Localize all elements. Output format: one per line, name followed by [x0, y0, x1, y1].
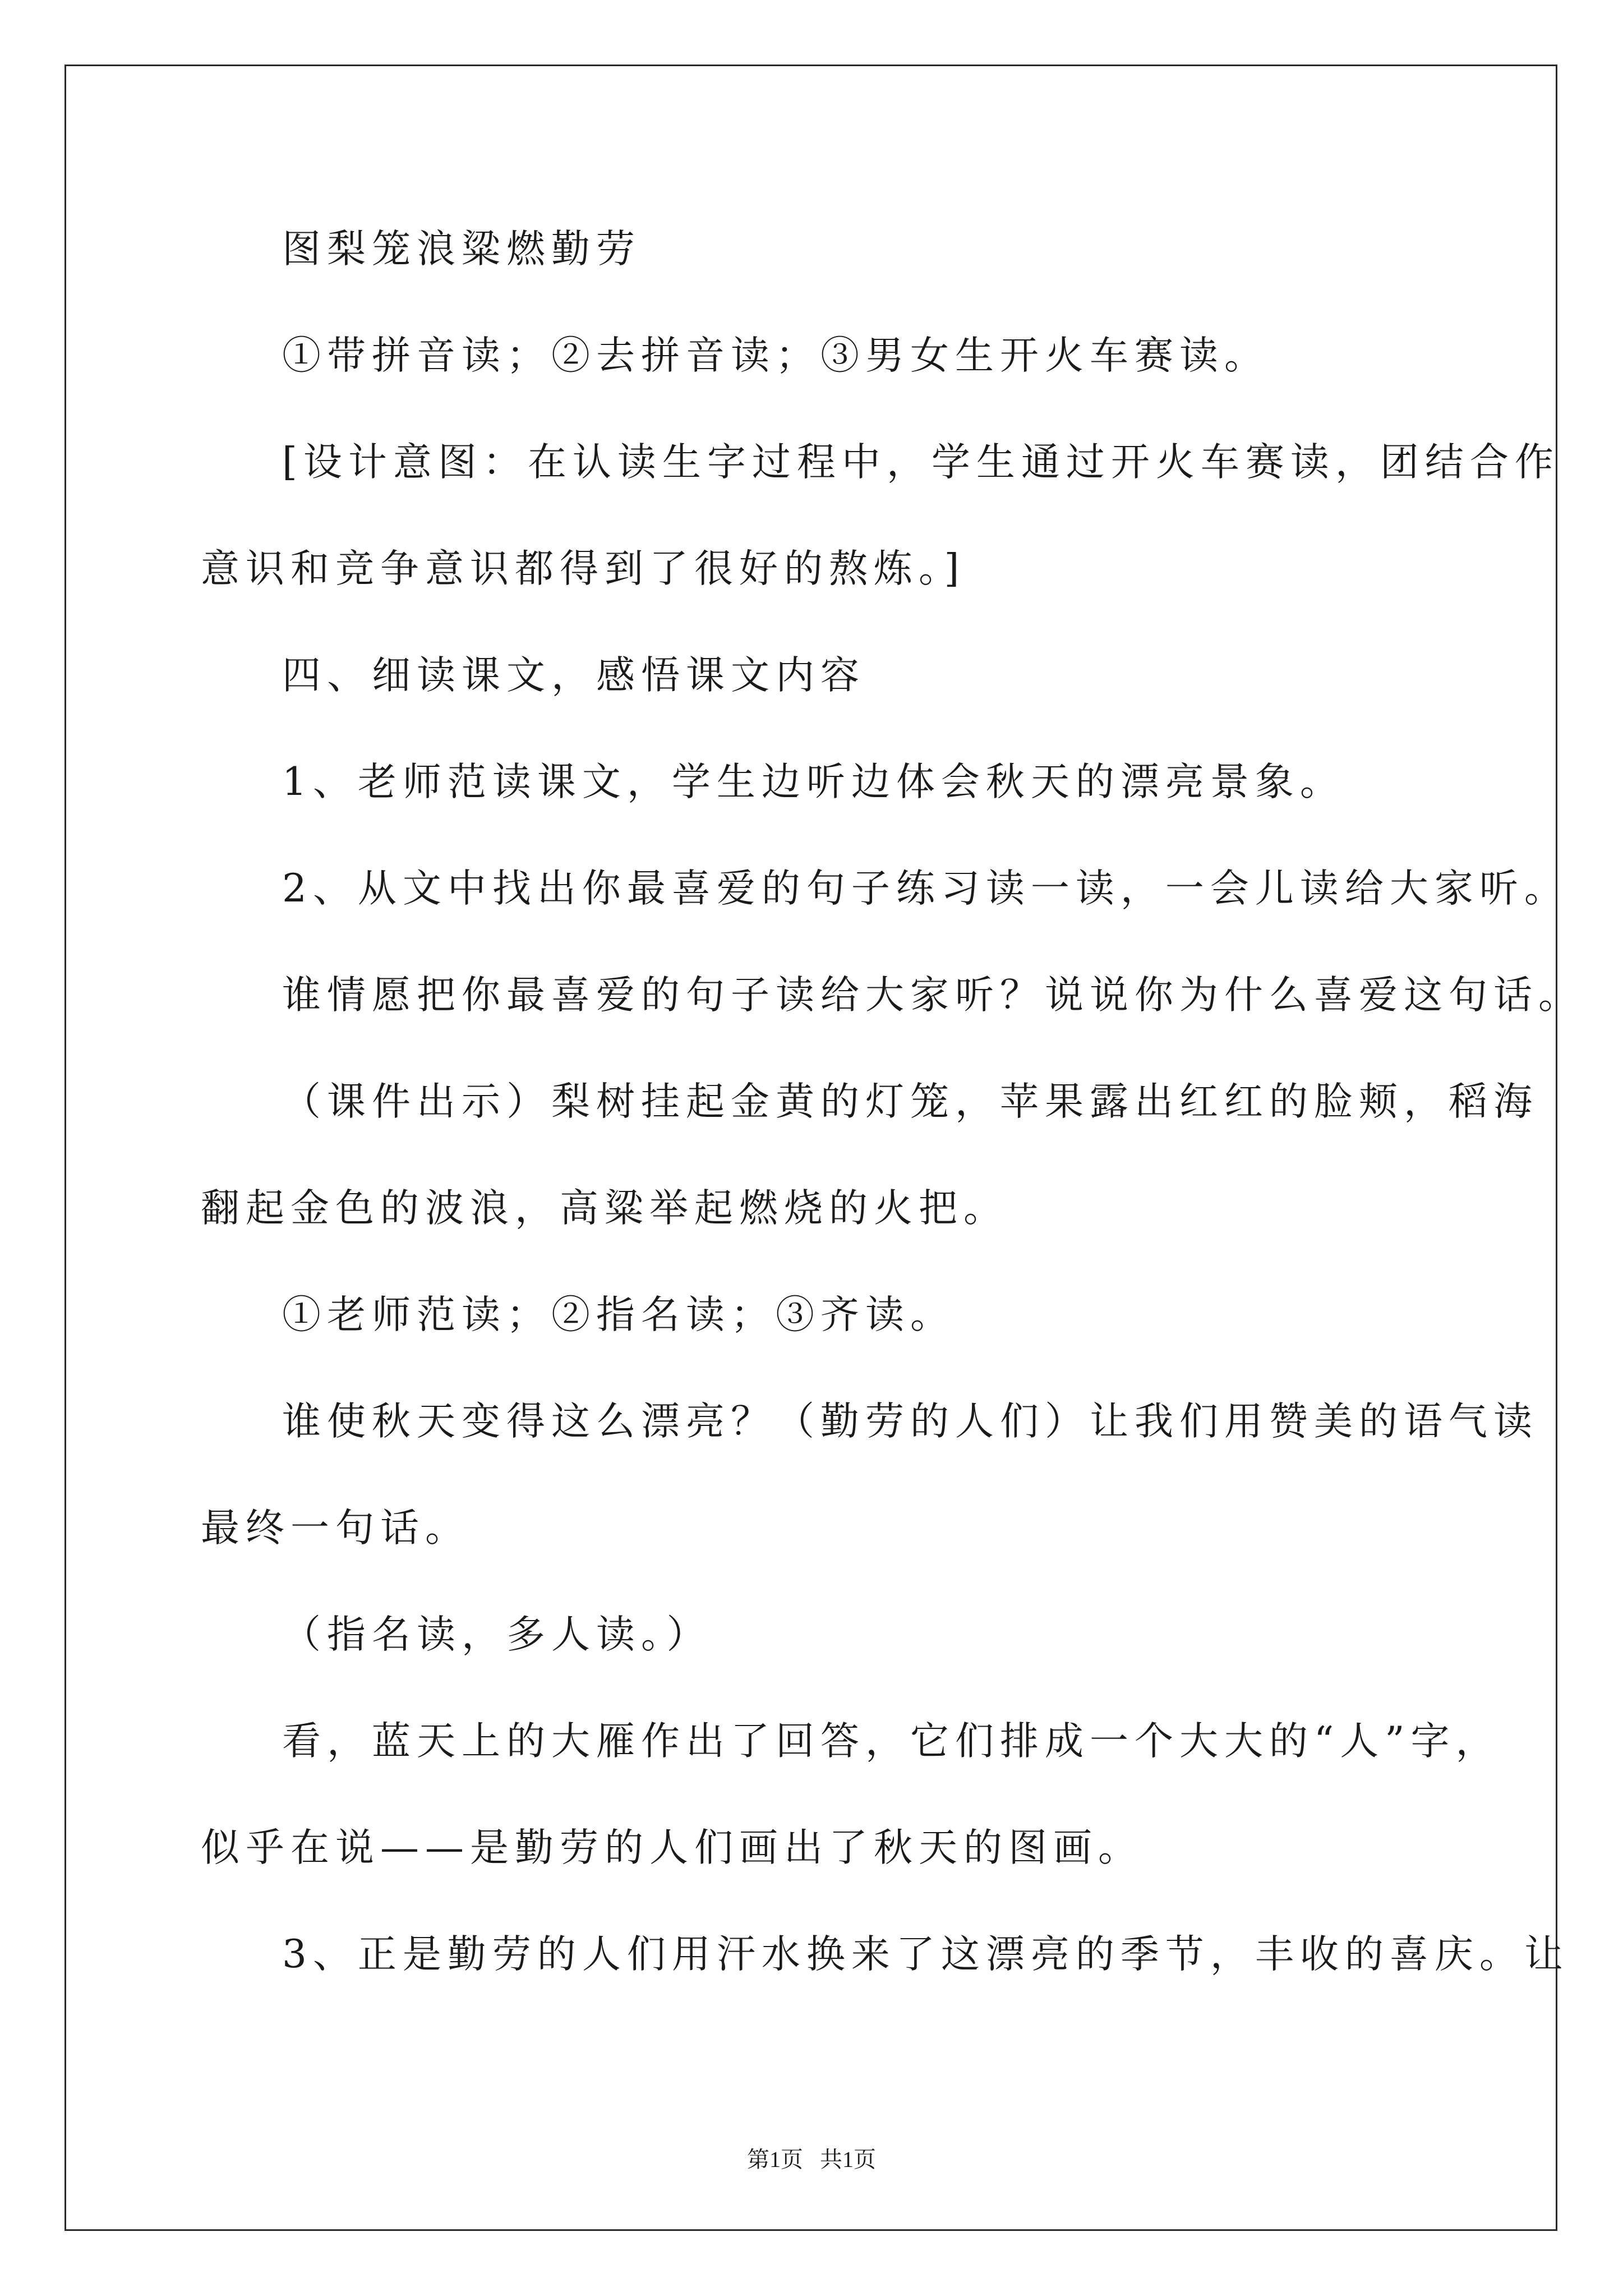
paragraph-line: [设计意图：在认读生字过程中，学生通过开火车赛读，团结合作 — [282, 440, 1560, 485]
paragraph-line: （指名读，多人读。） — [282, 1612, 712, 1657]
paragraph-line: 看，蓝天上的大雁作出了回答，它们排成一个大大的“人”字， — [282, 1719, 1501, 1764]
page-number-footer: 第1页 共1页 — [747, 2147, 876, 2172]
paragraph-line: 3、正是勤劳的人们用汗水换来了这漂亮的季节，丰收的喜庆。让 — [282, 1932, 1569, 1977]
paragraph-line: 似乎在说——是勤劳的人们画出了秋天的图画。 — [201, 1825, 1143, 1870]
paragraph-line: 翻起金色的波浪，高粱举起燃烧的火把。 — [201, 1186, 1008, 1231]
paragraph-line: 谁使秋天变得这么漂亮？（勤劳的人们）让我们用赞美的语气读 — [282, 1399, 1538, 1444]
paragraph-line: 意识和竞争意识都得到了很好的熬炼。] — [201, 546, 966, 591]
paragraph-line: 最终一句话。 — [201, 1506, 470, 1550]
paragraph-line: 谁情愿把你最喜爱的句子读给大家听？说说你为什么喜爱这句话。 — [282, 973, 1583, 1018]
paragraph-line: （课件出示）梨树挂起金黄的灯笼，苹果露出红红的脸颊，稻海 — [282, 1079, 1538, 1124]
paragraph-line: 1、老师范读课文，学生边听边体会秋天的漂亮景象。 — [282, 760, 1345, 804]
section-heading: 四、细读课文，感悟课文内容 — [282, 653, 865, 698]
paragraph-line: 图梨笼浪粱燃勤劳 — [282, 227, 641, 272]
paragraph-line: ①带拼音读；②去拼音读；③男女生开火车赛读。 — [282, 333, 1269, 378]
paragraph-line: ①老师范读；②指名读；③齐读。 — [282, 1292, 955, 1337]
paragraph-line: 2、从文中找出你最喜爱的句子练习读一读，一会儿读给大家听。 — [282, 866, 1569, 911]
page-border — [64, 65, 1557, 2231]
